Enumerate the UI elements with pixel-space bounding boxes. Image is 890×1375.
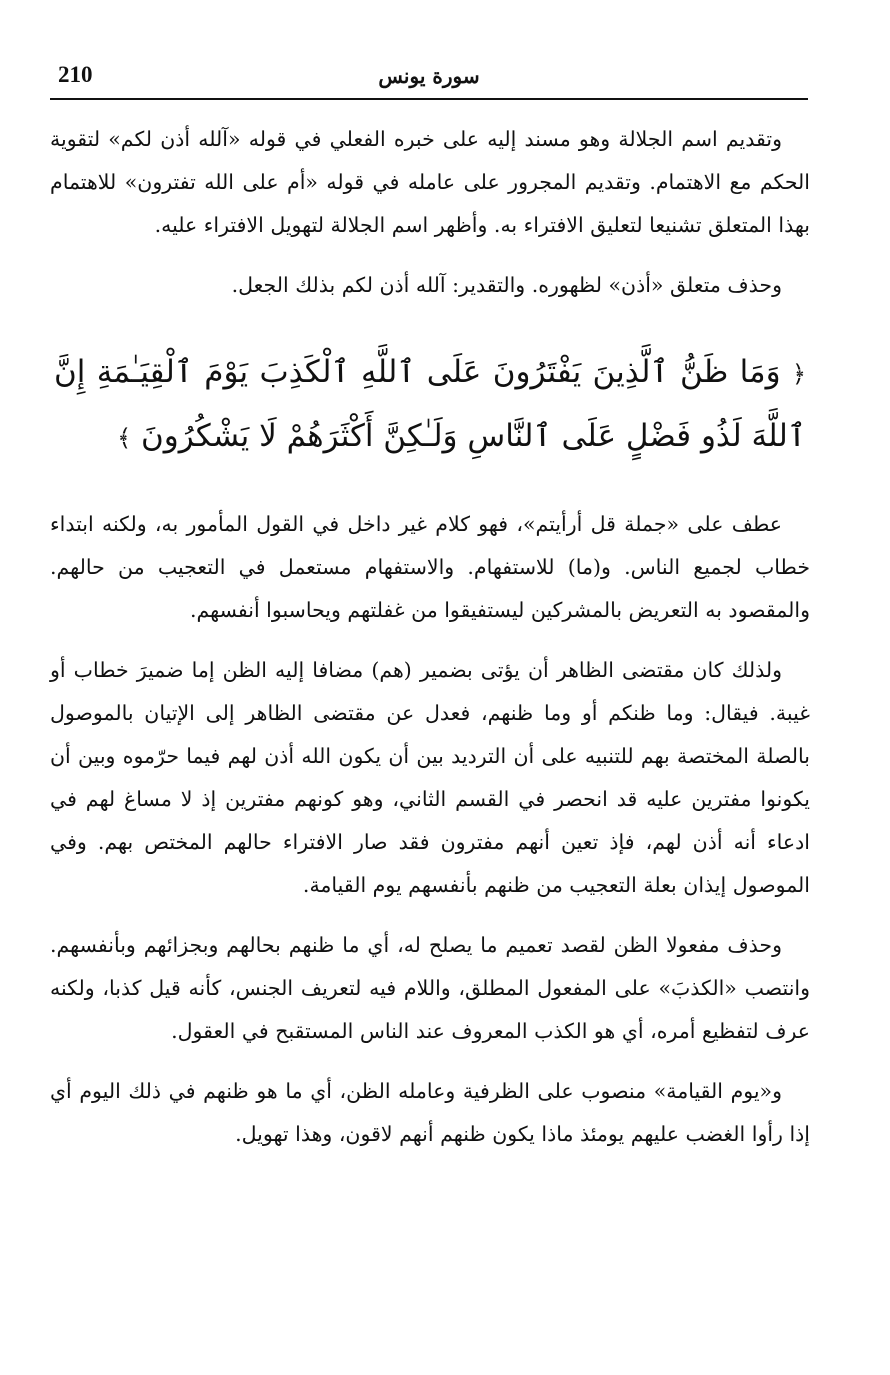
quran-verse	[50, 341, 810, 469]
paragraph-1: وتقديم اسم الجلالة وهو مسند إليه على خبره الفعلي في قوله «آلله أذن لكم» لتقوية الحكم مع الاهتمام. وتقديم المجرور على عامله في قوله «أم على الله تفترون» للاهتمام بهذا المتعلق تشنيعا لتعليق الافتراء به. وأظهر اسم الجلالة لتهويل الافتراء عليه.	[50, 127, 810, 237]
verse-close-ornament: ﴾	[117, 424, 132, 452]
page-header	[50, 58, 808, 100]
commentary-paragraph-2: ولذلك كان مقتضى الظاهر أن يؤتى بضمير (هم) مضافا إليه الظن إما ضميرَ خطاب أو غيبة. فيقال: وما ظنكم أو وما ظنهم، فعدل عن مقتضى الظاهر إلى الإتيان بالموصول بالصلة المختصة بهم للتنبيه على أن الترديد بين أن يكون الله أذن لهم فيما حرّموه وبين أن يكونوا مفترين عليه قد انحصر في القسم الثاني، وهو كونهم مفترين إذ لا مساغ لهم في ادعاء أنه أذن لهم، فإذ تعين أنهم مفترون فقد صار الافتراء حالهم المختص بهم. وفي الموصول إيذان بعلة التعجيب من ظنهم بأنفسهم يوم القيامة.	[50, 658, 810, 897]
page-number: 210	[58, 62, 93, 87]
verse-open-ornament: ﴿	[791, 360, 806, 388]
commentary-paragraph-3: وحذف مفعولا الظن لقصد تعميم ما يصلح له، أي ما ظنهم بحالهم وبجزائهم وبأنفسهم. وانتصب «الكذبَ» على المفعول المطلق، واللام فيه لتعريف الجنس، كأنه قيل كذبا، ولكنه عرف لتفظيع أمره، أي هو الكذب المعروف عند الناس المستقبح في العقول.	[50, 933, 810, 1043]
commentary-paragraph-4: و«يوم القيامة» منصوب على الظرفية وعامله الظن، أي ما هو ظنهم في ذلك اليوم أي إذا رأوا الغضب عليهم يومئذ ماذا يكون ظنهم أنهم لاقون، وهذا تهويل.	[50, 1079, 810, 1146]
verse-text: وَمَا ظَنُّ ٱلَّذِينَ يَفْتَرُونَ عَلَى ٱللَّهِ ٱلْكَذِبَ يَوْمَ ٱلْقِيَـٰمَةِ إِنَّ ٱللَّهَ لَذُو فَضْلٍ عَلَى ٱلنَّاسِ وَلَـٰكِنَّ أَكْثَرَهُمْ لَا يَشْكُرُونَ	[54, 354, 806, 454]
paragraph-2: وحذف متعلق «أذن» لظهوره. والتقدير: آلله أذن لكم بذلك الجعل.	[231, 273, 782, 297]
running-title: سورة يونس	[378, 64, 480, 88]
commentary-paragraph-1: عطف على «جملة قل أرأيتم»، فهو كلام غير داخل في القول المأمور به، ولكنه ابتداء خطاب لجميع الناس. و(ما) للاستفهام. والاستفهام مستعمل في التعجيب من حالهم. والمقصود به التعريض بالمشركين ليستفيقوا من غفلتهم ويحاسبوا أنفسهم.	[50, 512, 810, 622]
page-body	[50, 118, 810, 1173]
